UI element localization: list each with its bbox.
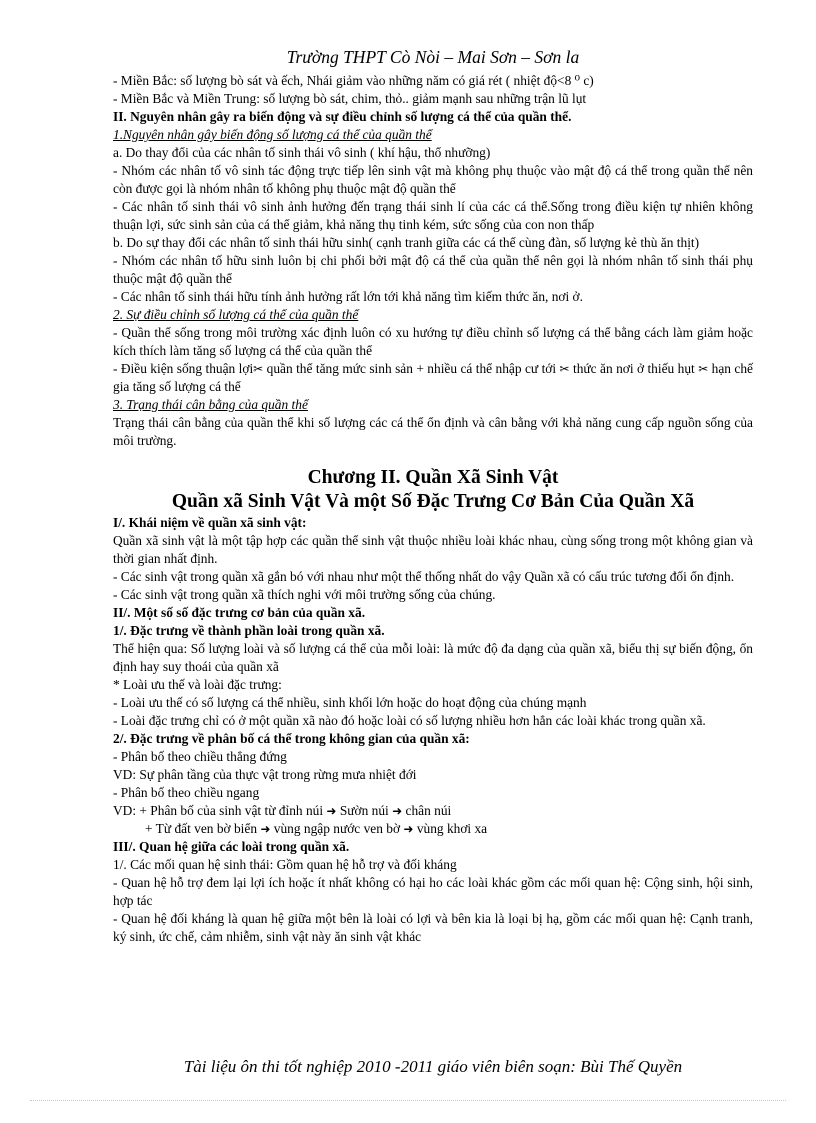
arrow-right-icon: ➜ xyxy=(326,804,337,818)
text-run: vùng ngập nước ven bờ xyxy=(270,821,404,836)
subsection-heading: 2. Sự điều chỉnh số lượng cá thể của quần thể xyxy=(113,307,359,322)
scissors-icon: ✂ xyxy=(698,362,709,376)
text-run: - Điều kiện sống thuận lợi xyxy=(113,361,254,376)
paragraph: - Các sinh vật trong quần xã thích nghi với môi trường sống của chúng. xyxy=(113,587,496,602)
paragraph: - Các nhân tố sinh thái vô sinh ảnh hưởng đến trạng thái sinh lí của các cá thể.Sống trong điều kiện tự nhiên không thuận lợi, sức sinh sản của cá thể giảm, khả năng thụ tinh kém, sức sống của con non thấp xyxy=(113,199,753,232)
text-line xyxy=(113,820,753,838)
text-run: quần thể tăng mức sinh sản + nhiều cá thể nhập cư tới xyxy=(263,361,560,376)
text-line: * Loài ưu thế và loài đặc trưng: xyxy=(113,677,282,692)
text-line: - Phân bố theo chiều ngang xyxy=(113,785,260,800)
text-run: hạn chế gia tăng số lượng cá thể xyxy=(113,361,753,394)
arrow-right-icon: ➜ xyxy=(260,822,271,836)
paragraph: b. Do sự thay đổi các nhân tố sinh thái hữu sinh( cạnh tranh giữa các cá thể cùng đàn, số lượng kẻ thù ăn thịt) xyxy=(113,235,700,250)
paragraph: Quần xã sinh vật là một tập hợp các quần thể sinh vật thuộc nhiều loài khác nhau, cùng sống trong một không gian và thời gian nhất định. xyxy=(113,533,753,566)
paragraph: - Các sinh vật trong quần xã gắn bó với nhau như một thể thống nhất do vậy Quần xã có cấu trúc tương đối ổn định. xyxy=(113,569,735,584)
paragraph: - Các nhân tố sinh thái hữu tính ảnh hưởng rất lớn tới khả năng tìm kiếm thức ăn, nơi ở. xyxy=(113,289,583,304)
section-heading: 2/. Đặc trưng về phân bố cá thể trong không gian của quần xã: xyxy=(113,731,470,746)
paragraph xyxy=(113,360,753,396)
paragraph: Thể hiện qua: Số lượng loài và số lượng cá thể của mỗi loài: là mức độ đa dạng của quần xã, biểu thị sự biến động, ổn định hay suy thoái của quần xã xyxy=(113,641,753,674)
paragraph: Trạng thái cân bằng của quần thể khi số lượng các cá thể ổn định và cân bằng với khả năng cung cấp nguồn sống của môi trường. xyxy=(113,415,753,448)
page-divider xyxy=(30,1100,786,1101)
subsection-heading: 3. Trạng thái cân bằng của quần thể xyxy=(113,397,308,412)
text-run: chân núi xyxy=(402,803,452,818)
text-line: - Miền Bắc: số lượng bò sát và ếch, Nhái giảm vào những năm có giá rét ( nhiệt độ<8 ⁰ c) xyxy=(113,73,594,88)
chapter-title: Chương II. Quần Xã Sinh Vật xyxy=(307,467,559,488)
text-line: 1/. Các mối quan hệ sinh thái: Gồm quan hệ hỗ trợ và đối kháng xyxy=(113,857,457,872)
section-heading: I/. Khái niệm về quần xã sinh vật: xyxy=(113,515,307,530)
paragraph: - Quan hệ hỗ trợ đem lại lợi ích hoặc ít nhất không có hại ho các loài khác gồm các mối quan hệ: Cộng sinh, hội sinh, hợp tác xyxy=(113,875,753,908)
text-line: VD: Sự phân tầng của thực vật trong rừng mưa nhiệt đới xyxy=(113,767,417,782)
text-line: a. Do thay đổi của các nhân tố sinh thái vô sinh ( khí hậu, thổ nhưỡng) xyxy=(113,145,491,160)
arrow-right-icon: ➜ xyxy=(392,804,403,818)
section-heading: 1/. Đặc trưng về thành phần loài trong quần xã. xyxy=(113,623,385,638)
text-run: vùng khơi xa xyxy=(413,821,488,836)
text-run: Sườn núi xyxy=(336,803,393,818)
text-run: VD: + Phân bố của sinh vật từ đỉnh núi xyxy=(113,803,327,818)
scissors-icon: ✂ xyxy=(253,362,264,376)
paragraph: - Loài ưu thế có số lượng cá thể nhiều, sinh khối lớn hoặc do hoạt động của chúng mạnh xyxy=(113,695,587,710)
page-header: Trường THPT Cò Nòi – Mai Sơn – Sơn la xyxy=(286,47,580,67)
paragraph: - Quan hệ đối kháng là quan hệ giữa một bên là loài có lợi và bên kia là loại bị hạ, gồm các mối quan hệ: Cạnh tranh, ký sinh, ức chế, cảm nhiễm, sinh vật này ăn sinh vật khác xyxy=(113,911,753,944)
paragraph: - Nhóm các nhân tố vô sinh tác động trực tiếp lên sinh vật mà không phụ thuộc vào mật độ cá thể trong quần thể nên còn được gọi là nhóm nhân tố không phụ thuộc mật độ quần thể xyxy=(113,163,753,196)
paragraph: - Nhóm các nhân tố hữu sinh luôn bị chi phối bởi mật độ cá thể của quần thể nên gọi là nhóm nhân tố sinh thái phụ thuộc mật độ quần thể xyxy=(113,253,753,286)
chapter-subtitle: Quần xã Sinh Vật Và một Số Đặc Trưng Cơ Bản Của Quần Xã xyxy=(171,491,695,512)
scissors-icon: ✂ xyxy=(559,362,570,376)
paragraph: - Loài đặc trưng chỉ có ở một quần xã nào đó hoặc loài có số lượng nhiều hơn hẳn các loài khác trong quần xã. xyxy=(113,713,706,728)
section-heading: II/. Một số số đặc trưng cơ bản của quần xã. xyxy=(113,605,366,620)
text-run: + Từ đất ven bờ biển xyxy=(145,821,261,836)
text-run: thức ăn nơi ở thiếu hụt xyxy=(569,361,699,376)
text-line: - Miền Bắc và Miền Trung: số lượng bò sát, chim, thỏ.. giảm mạnh sau những trận lũ lụt xyxy=(113,91,587,106)
section-heading: II. Nguyên nhân gây ra biến động và sự điều chỉnh số lượng cá thể của quần thể. xyxy=(113,109,572,124)
text-line xyxy=(113,802,753,820)
section-heading: III/. Quan hệ giữa các loài trong quần xã. xyxy=(113,839,350,854)
subsection-heading: 1.Nguyên nhân gây biến động số lượng cá thể của quần thể xyxy=(113,127,432,142)
text-line: - Phân bố theo chiều thẳng đứng xyxy=(113,749,287,764)
paragraph: - Quần thể sống trong môi trường xác định luôn có xu hướng tự điều chỉnh số lượng cá thể bằng cách làm giảm hoặc kích thích làm tăng số lượng cá thể của quần thể xyxy=(113,325,753,358)
arrow-right-icon: ➜ xyxy=(403,822,414,836)
page-body xyxy=(113,72,753,946)
page-footer: Tài liệu ôn thi tốt nghiệp 2010 -2011 giáo viên biên soạn: Bùi Thế Quyền xyxy=(183,1057,683,1076)
